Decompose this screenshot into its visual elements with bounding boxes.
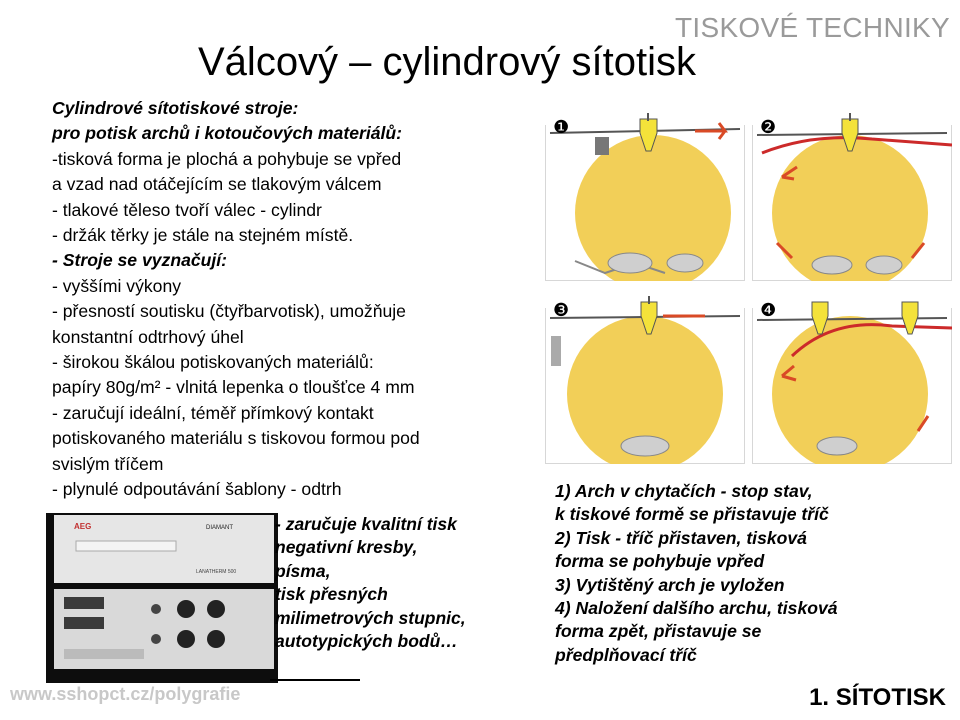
body-line: - přesností soutisku (čtyřbarvotisk), umožňuje [52, 301, 406, 322]
step-badge: ❷ [760, 117, 777, 138]
step-line: 2) Tisk - tříč přistaven, tisková [555, 527, 807, 548]
step-line: 1) Arch v chytačích - stop stav, [555, 481, 813, 501]
body-line: - tlakové těleso tvoří válec - cylindr [52, 199, 322, 220]
body-line: - držák těrky je stále na stejném místě. [52, 225, 354, 246]
step-line: forma zpět, přistavuje se [555, 621, 762, 642]
step-line: 4) Naložení dalšího archu, tisková [555, 598, 838, 619]
body-line: svislým tříčem [52, 453, 164, 474]
body-line: -tisková forma je plochá a pohybuje se vpřed [52, 148, 402, 169]
brand-label: AEG [74, 522, 92, 531]
body-line: - zaručují ideální, téměř přímkový kontakt [52, 402, 374, 423]
note-line: písma, [275, 560, 331, 581]
process-steps [555, 480, 950, 667]
gripper [595, 137, 609, 155]
diagram-step-2 [752, 113, 952, 281]
note-line: negativní kresby, [275, 537, 418, 558]
note-line: milimetrových stupnic, [275, 607, 466, 628]
quality-notes [275, 513, 535, 653]
body-line: Cylindrové sítotiskové stroje: [52, 98, 299, 118]
section-header: TISKOVÉ TECHNIKY [674, 12, 950, 43]
divider [270, 679, 360, 681]
step-line: k tiskové formě se přistavuje tříč [555, 504, 829, 525]
body-line: a vzad nad otáčejícím se tlakovým válcem [52, 174, 382, 195]
machine-panel-photo [46, 513, 278, 683]
footer-section-label: 1. SÍTOTISK [809, 684, 946, 711]
body-line: papíry 80g/m² - vlnitá lepenka o tloušťce 4 mm [52, 377, 415, 398]
diagram-step-1 [545, 113, 745, 281]
body-line: - vyššími výkony [52, 275, 182, 296]
diagram-step-4 [752, 296, 952, 464]
step-line: forma se pohybuje vpřed [555, 551, 765, 572]
step-badge: ❶ [553, 117, 570, 138]
sublabel: LANATHERM 500 [196, 569, 237, 575]
body-text [52, 96, 522, 503]
footer-url[interactable]: www.sshopct.cz/polygrafie [10, 684, 241, 704]
model-label: DIAMANT [206, 525, 233, 531]
body-line: - širokou škálou potiskovaných materiálů: [52, 352, 374, 373]
step-badge: ❹ [760, 300, 777, 321]
page-title: Válcový – cylindrový sítotisk [198, 40, 696, 84]
note-line: autotypických bodů… [275, 631, 458, 652]
body-line: pro potisk archů i kotoučových materiálů: [52, 123, 402, 144]
step-line: 3) Vytištěný arch je vyložen [555, 574, 785, 595]
note-line: tisk přesných [275, 584, 388, 605]
body-line: potiskovaného materiálu s tiskovou formou pod [52, 428, 420, 449]
body-line: konstantní odtrhový úhel [52, 326, 244, 347]
body-line: - plynulé odpoutávání šablony - odtrh [52, 479, 342, 500]
step-line: předplňovací tříč [555, 644, 697, 665]
diagram-step-3 [545, 296, 745, 464]
step-badge: ❸ [553, 300, 570, 321]
body-line: - Stroje se vyznačují: [52, 250, 228, 271]
note-line: - zaručuje kvalitní tisk [275, 514, 457, 534]
